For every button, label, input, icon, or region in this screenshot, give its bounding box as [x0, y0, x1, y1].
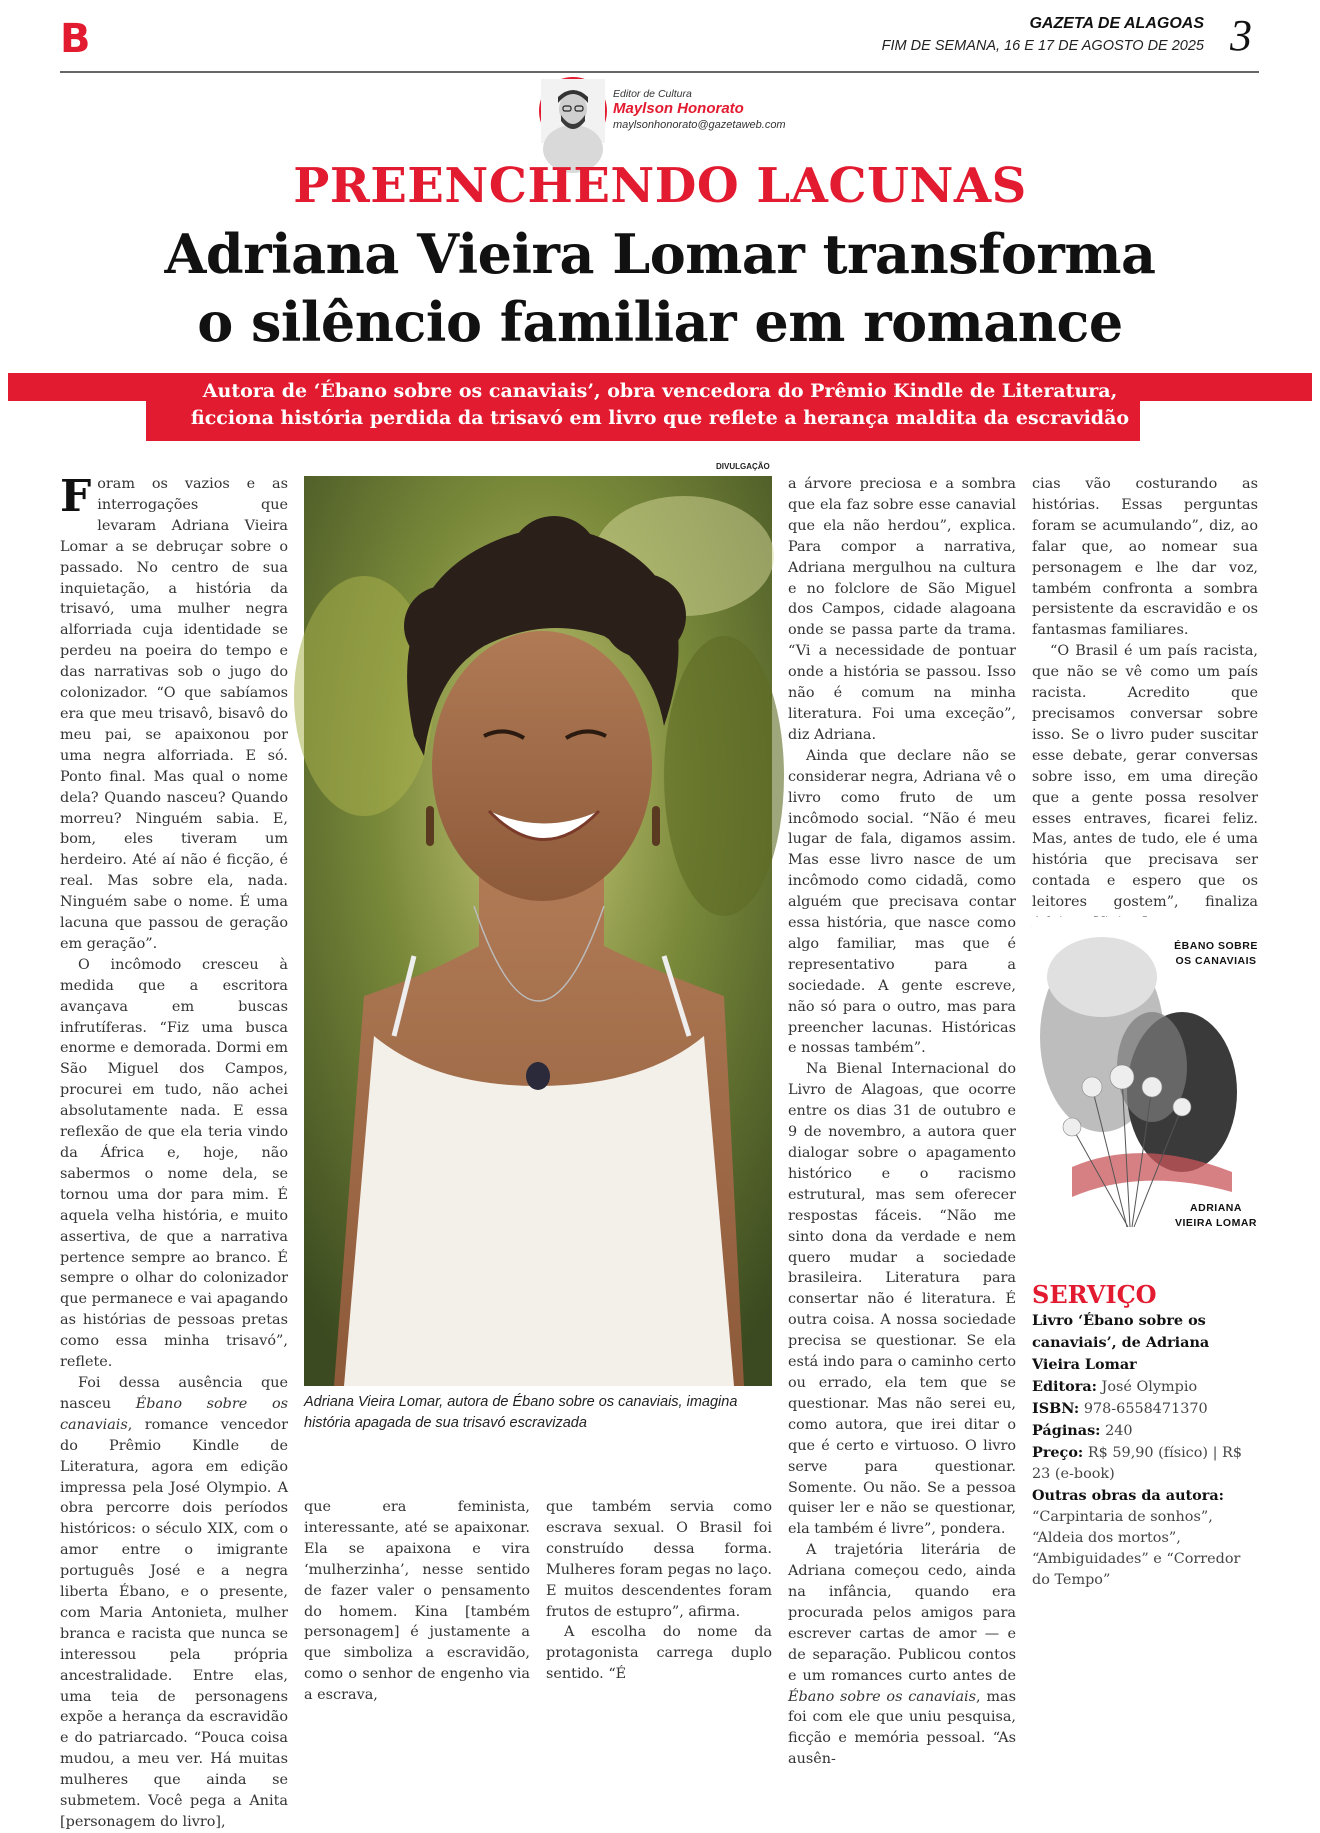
article-column-2 [304, 1497, 530, 1717]
paragraph-rest: , romance vencedor do Prêmio Kindle de Literatura, agora em edição impressa pela José Olympio. A obra percorre dois períodos históricos: o século XIX, com o amor entre o imigrante português José e a negra liberta Ébano, e o presente, com Maria Antonieta, mulher branca e racista que nunca se interessou pela própria ancestralidade. Entre elas, uma teia de personagens expõe a herança da escravidão e do patriarcado. “Pouca coisa mudou, a meu ver. Há muitas mulheres que ainda se submetem. Você pega a Anita [personagem do livro], [60, 1416, 288, 1830]
paragraph: a árvore preciosa e a sombra que ela faz sobre esse canavial que ela não herdou”, explica. Para compor a narrativa, Adriana mergulhou na cultura e no folclore de São Miguel dos Campos, cidade alagoana onde se passa parte da trama. “Vi a necessidade de pontuar onde a história se passou. Isso não é comum na minha literatura. Foi uma exceção”, diz Adriana. [788, 476, 1016, 743]
article-column-3 [546, 1497, 772, 1717]
headline-line-1: Adriana Vieira Lomar transforma [164, 222, 1156, 286]
service-title: SERVIÇO [1032, 1280, 1157, 1309]
service-box [1032, 1310, 1258, 1591]
service-price-label: Preço: [1032, 1444, 1084, 1461]
edition-date: FIM DE SEMANA, 16 E 17 DE AGOSTO DE 2025 [881, 38, 1204, 54]
book-title-inline: Ébano sobre os canaviais [788, 1688, 977, 1705]
editor-portrait-icon [541, 79, 605, 143]
service-book: Livro ‘Ébano sobre os canaviais’, de Adriana Vieira Lomar [1032, 1312, 1210, 1373]
paragraph-rest: , mas foi com ele que uniu pesquisa, ficção e memória pessoal. “As ausên- [788, 1688, 1016, 1768]
header-rule [60, 71, 1259, 73]
service-isbn: 978-6558471370 [1083, 1401, 1208, 1417]
paragraph: A escolha do nome da protagonista carrega duplo sentido. “É [546, 1624, 772, 1683]
photo-caption: Adriana Vieira Lomar, autora de Ébano sobre os canaviais, imagina história apagada de sua trisavó escravizada [304, 1394, 738, 1431]
paragraph: Ainda que declare não se considerar negra, Adriana vê o livro como fruto de um incômodo social. “Não é meu lugar de fala, digamos assim. Mas esse livro nasce de um incômodo como cidadã, como alguém que precisava contar essa história, que nasce como algo familiar, mas que é representativo para a sociedade. A gente escreve, não só para o outro, mas para preencher lacunas. Históricas e nossas também”. [788, 747, 1016, 1057]
service-other-label: Outras obras da autora: [1032, 1487, 1224, 1504]
service-other-works: “Carpintaria de sonhos”, “Aldeia dos mortos”, “Ambiguidades” e “Corredor do Tempo” [1032, 1509, 1241, 1588]
photo-credit: DIVULGAÇÃO [716, 462, 770, 471]
service-pages: 240 [1105, 1423, 1133, 1439]
book-cover-title: ÉBANO SOBRE OS CANAVIAIS [1174, 940, 1258, 967]
book-title-inline: Ébano sobre os canaviais [60, 1395, 288, 1433]
section-letter: B [60, 16, 91, 62]
author-portrait-icon [304, 476, 772, 1386]
page-number: 3 [1230, 11, 1252, 60]
editor-email: maylsonhonorato@gazetaweb.com [613, 119, 786, 131]
article-column-5 [1032, 474, 1258, 911]
paragraph: O incômodo cresceu à medida que a escritora avançava em buscas infrutíferas. “Fiz uma busca enorme e demorada. Dormi em São Miguel dos Campos, procurei em tudo, não achei absolutamente nada. E essa reflexão de que ela teria vindo da África e, hoje, não sabermos o nome dela, se tornou uma dor para mim. É aquela velha história, e muito assertiva, de que a narrativa pertence sempre ao branco. É sempre o olhar do colonizador que permanece e vai apagando as histórias de pessoas pretas como essa minha trisavó”, reflete. [60, 956, 288, 1371]
headline-line-2: o silêncio familiar em romance [197, 290, 1123, 354]
deck-line-2: ficciona história perdida da trisavó em livro que reflete a herança maldita da escravidão [190, 407, 1130, 429]
book-cover-author: ADRIANA VIEIRA LOMAR [1174, 1202, 1258, 1229]
article-kicker: PREENCHENDO LACUNAS [293, 158, 1027, 214]
paragraph: Na Bienal Internacional do Livro de Alagoas, que ocorre entre os dias 31 de outubro e 9 de novembro, a autora quer dialogar sobre o apagamento histórico e o racismo estrutural, mas sem oferecer respostas fáceis. “Não me sinto dona da verdade e nem quero mudar a sociedade brasileira. Literatura para consertar não é literatura. É outra coisa. A nossa sociedade precisa se questionar. Se ela está indo para o caminho certo ou errado, ela tem que se questionar. Mas não serei eu, como autora, que irei ditar o que é certo e virtuoso. O livro serve para questionar. Somente. Ou não. Se a pessoa quiser ler e não se questionar, ela também é livre”, pondera. [788, 1061, 1016, 1538]
service-pages-label: Páginas: [1032, 1422, 1101, 1439]
article-column-4 [788, 474, 1016, 1768]
paragraph-lead: A trajetória literária de Adriana começou cedo, ainda na infância, quando era procurada pelos amigos para escrever cartas de amor — e de separação. Publicou contos e um romances curto antes de [788, 1542, 1016, 1684]
paragraph: que era feminista, interessante, até se apaixonar. Ela se apaixona e vira ‘mulherzinha’, nesse sentido de fazer valer o pensamento do homem. Kina [também personagem] é justamente a que simboliza a escravidão, como o senhor de engenho via a escrava, [304, 1499, 530, 1704]
service-publisher: José Olympio [1101, 1379, 1198, 1395]
drop-cap: F [60, 471, 92, 522]
paragraph-lead: Foi dessa ausência que nasceu [60, 1374, 288, 1412]
paragraph: “O Brasil é um país racista, que não se vê como um país racista. Acredito que precisamos conversar sobre isso. Se o livro puder suscitar esse debate, gerar conversas sobre isso, em uma direção que a gente possa resolver esses entraves, ficarei feliz. Mas, antes de tudo, ele é uma história que precisava ser contada e espero que os leitores gostem”, finaliza [1032, 643, 1258, 911]
article-column-1 [60, 471, 288, 1830]
service-publisher-label: Editora: [1032, 1378, 1097, 1395]
deck-line-1: Autora de ‘Ébano sobre os canaviais’, obra vencedora do Prêmio Kindle de Literatura, [202, 380, 1118, 402]
editor-name: Maylson Honorato [613, 100, 744, 117]
editor-avatar [539, 77, 607, 145]
editor-role: Editor de Cultura [613, 88, 692, 100]
paragraph: oram os vazios e as interrogações que levaram Adriana Vieira Lomar a se debruçar sobre o passado. No centro de sua inquietação, a história da trisavó, uma mulher negra alforriada cuja identidade se perdeu na poeira do tempo e das narrativas sob o jugo do colonizador. “O que sabíamos era que meu trisavô, bisavô do meu pai, se apaixonou por uma negra alforriada. E só. Ponto final. Mas qual o nome dela? Quando nasceu? Quando morreu? Ninguém sabia. E, bom, eles tiveram um herdeiro. Até aí não é ficção, é real. Mas sobre ela, nada. Ninguém sabe o nome. É uma lacuna que passou de geração em geração”. [60, 476, 288, 952]
newspaper-name: GAZETA DE ALAGOAS [1029, 15, 1204, 32]
service-isbn-label: ISBN: [1032, 1400, 1080, 1417]
paragraph: cias vão costurando as histórias. Essas perguntas foram se acumulando”, diz, ao falar que, ao nomear sua personagem e lhe dar voz, também confronta a sombra persistente da escravidão e os fantasmas familiares. [1032, 476, 1258, 639]
author-photo [304, 476, 772, 1386]
service-price: R$ 59,90 (físico) | R$ 23 (e-book) [1032, 1445, 1243, 1482]
paragraph: que também servia como escrava sexual. O Brasil foi construído dessa forma. Mulheres foram pegas no laço. E muitos descendentes foram frutos de estupro”, afirma. [546, 1499, 772, 1620]
